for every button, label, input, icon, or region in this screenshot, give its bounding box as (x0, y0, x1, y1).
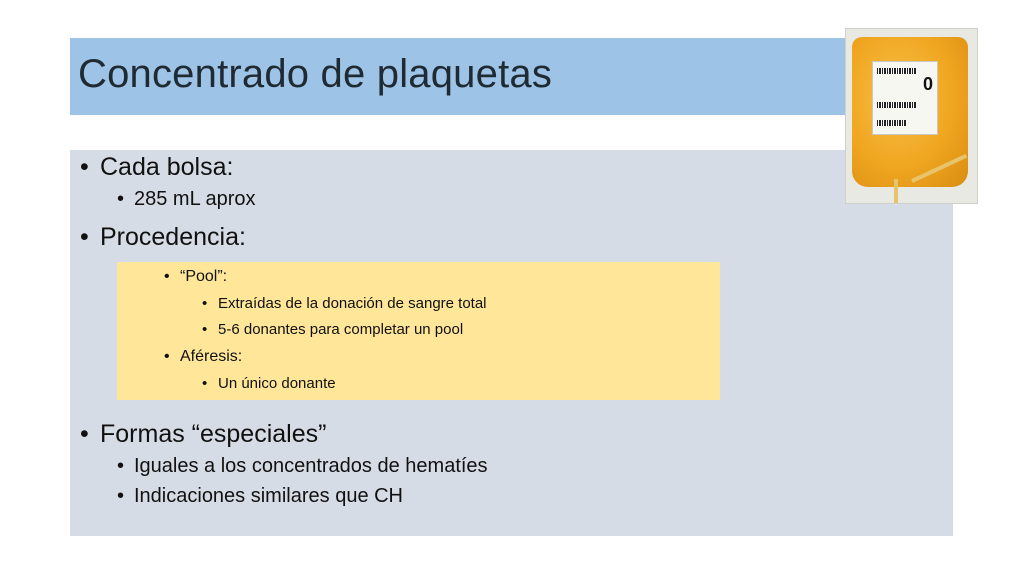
bullet-indicaciones (117, 485, 403, 508)
bullet-dot: • (80, 223, 89, 251)
bullet-cada-bolsa (80, 153, 233, 182)
bullet-text: Aféresis: (180, 348, 243, 365)
bullet-pool (164, 268, 227, 286)
bullet-text: 5-6 donantes para completar un pool (218, 321, 464, 338)
bullet-dot: • (117, 188, 125, 210)
bullet-iguales (117, 455, 488, 478)
bullet-dot: • (164, 268, 170, 285)
bullet-text: Procedencia: (100, 223, 246, 251)
bullet-dot: • (117, 485, 125, 507)
bullet-text: Cada bolsa: (100, 153, 234, 181)
bullet-procedencia (80, 223, 246, 252)
bullet-unico-donante (202, 375, 336, 392)
bullet-donantes (202, 321, 463, 338)
barcode-icon (877, 120, 907, 126)
barcode-icon (877, 102, 917, 108)
bag-label (872, 61, 938, 135)
bullet-aferesis (164, 348, 242, 366)
bullet-text: Indicaciones similares que CH (134, 485, 404, 507)
bullet-dot: • (202, 321, 208, 338)
bullet-text: “Pool”: (180, 268, 228, 285)
title-banner (70, 38, 880, 115)
barcode-icon (877, 68, 917, 74)
bullet-formas-especiales (80, 420, 326, 449)
slide-title: Concentrado de plaquetas (78, 52, 553, 96)
bag-tube (894, 179, 898, 203)
bullet-text: Iguales a los concentrados de hematíes (134, 455, 488, 477)
bullet-dot: • (80, 153, 89, 181)
bullet-dot: • (117, 455, 125, 477)
blood-group-label: 0 (922, 74, 933, 94)
bullet-dot: • (202, 375, 208, 392)
platelet-bag-photo (845, 28, 978, 204)
bullet-volumen (117, 188, 256, 211)
bullet-dot: • (202, 295, 208, 312)
bullet-text: Un único donante (218, 375, 336, 392)
bullet-text: 285 mL aprox (134, 188, 256, 210)
bullet-dot: • (80, 420, 89, 448)
bullet-dot: • (164, 348, 170, 365)
bullet-extraidas (202, 295, 487, 312)
bullet-text: Formas “especiales” (100, 420, 327, 448)
bullet-text: Extraídas de la donación de sangre total (218, 295, 487, 312)
